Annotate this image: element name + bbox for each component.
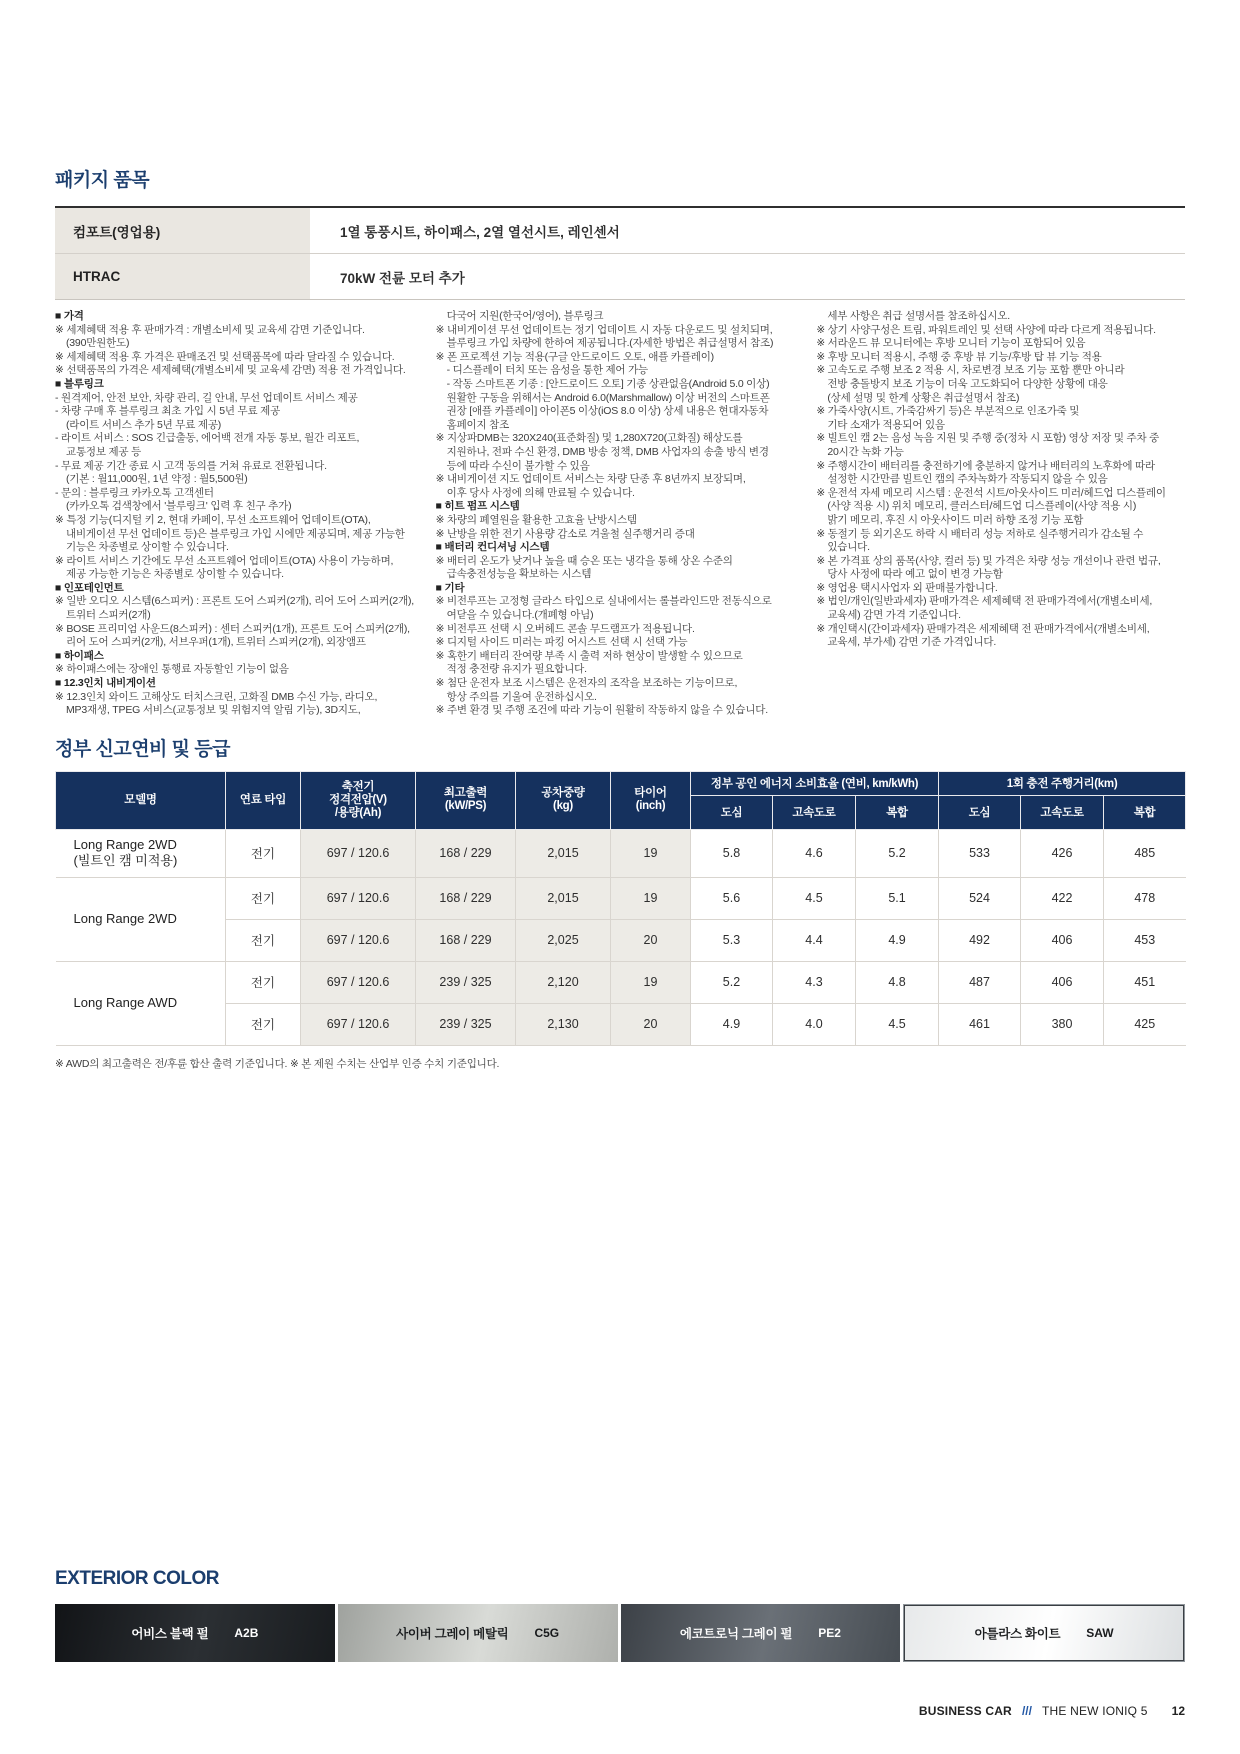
note-line: ■ 기타 [435, 581, 465, 594]
note-line: (라이트 서비스 추가 5년 무료 제공) [66, 418, 222, 431]
package-table [55, 206, 1185, 300]
spec-tire-size: 19 [611, 829, 691, 877]
spec-range-value: 453 [1104, 919, 1186, 961]
spec-efficiency-value: 5.2 [856, 829, 939, 877]
note-line: - 라이트 서비스 : SOS 긴급출동, 에어백 전개 자동 통보, 월간 리포트, [55, 432, 360, 445]
package-row-label: 컴포트(영업용) [55, 208, 310, 253]
note-line: 제공 가능한 기능은 차종별로 상이할 수 있습니다. [66, 568, 284, 581]
spec-efficiency-value: 4.0 [773, 1003, 856, 1045]
spec-section-title: 정부 신고연비 및 등급 [55, 738, 231, 760]
spec-header-battery: 축전기 정격전압(V) /용량(Ah) [301, 771, 416, 829]
note-line: ※ 후방 모니터 적용시, 주행 중 후방 뷰 기능/후방 탑 뷰 기능 적용 [816, 350, 1102, 363]
spec-range-value: 380 [1021, 1003, 1104, 1045]
note-line: 교통정보 제공 등 [66, 445, 142, 458]
spec-model-name [56, 829, 226, 877]
note-line: 교육세) 감면 가격 기준입니다. [827, 609, 961, 622]
note-line: 기능은 차종별로 상이할 수 있습니다. [66, 541, 229, 554]
spec-range-value: 426 [1021, 829, 1104, 877]
spec-header-tire: 타이어 (inch) [611, 771, 691, 829]
note-line: ※ 영업용 택시사업자 외 판매불가합니다. [816, 581, 998, 594]
note-line: ※ 하이패스에는 장애인 통행료 자동할인 기능이 없음 [55, 663, 289, 676]
note-line: ※ 특정 기능(디지털 키 2, 현대 카페이, 무선 소프트웨어 업데이트(OTA), [55, 513, 371, 526]
spec-header-power: 최고출력 (kW/PS) [416, 771, 516, 829]
note-line: - 작동 스마트폰 기종 : [안드로이드 오토] 기종 상관없음(Android 5.0 이상) [446, 377, 770, 390]
package-row [55, 208, 1185, 253]
note-line: ※ 배터리 온도가 낮거나 높을 때 승온 또는 냉각을 통해 상온 수준의 [435, 554, 733, 567]
note-line: ※ 내비게이션 무선 업데이트는 정기 업데이트 시 자동 다운로드 및 설치되며, [435, 323, 773, 336]
note-line: ※ 비전루프 선택 시 오버헤드 콘솔 무드램프가 적용됩니다. [435, 622, 695, 635]
spec-model-name-line: Long Range 2WD [73, 837, 177, 853]
note-line: ※ 법인/개인(일반과세자) 판매가격은 세제혜택 전 판매가격에서(개별소비세, [816, 595, 1153, 608]
spec-table-row [56, 829, 1186, 877]
exterior-color-code: SAW [1086, 1626, 1114, 1640]
footer-brand: BUSINESS CAR [918, 1704, 1012, 1718]
note-line: 적정 충전량 유지가 필요합니다. [446, 663, 587, 676]
note-line: ■ 가격 [55, 310, 84, 322]
spec-fuel-type: 전기 [226, 961, 301, 1003]
note-line: ■ 히트 펌프 시스템 [435, 500, 520, 513]
note-line: ※ 주변 환경 및 주행 조건에 따라 기능이 원활히 작동하지 않을 수 있습니다. [435, 704, 768, 717]
note-line: ※ 폰 프로젝션 기능 적용(구글 안드로이드 오토, 애플 카플레이) [435, 350, 714, 363]
note-line: (390만원한도) [66, 337, 130, 350]
note-line: 등에 따라 수신이 불가할 수 있음 [446, 459, 590, 472]
spec-curb-weight: 2,025 [516, 919, 611, 961]
spec-efficiency-value: 5.8 [691, 829, 773, 877]
package-row-value: 70kW 전륜 모터 추가 [340, 270, 465, 286]
note-line: (기본 : 월11,000원, 1년 약정 : 월5,500원) [66, 473, 248, 486]
note-line: ※ 빌트인 캠 2는 음성 녹음 지원 및 주행 중(정차 시 포함) 영상 저장 및 주차 중 [816, 432, 1160, 445]
package-row-label: HTRAC [55, 254, 310, 299]
spec-range-value: 422 [1021, 877, 1104, 919]
note-line: 트위터 스피커(2개) [66, 609, 151, 622]
package-row-value: 1열 통풍시트, 하이패스, 2열 열선시트, 레인센서 [340, 224, 620, 240]
spec-model-name-line: Long Range AWD [73, 995, 178, 1011]
spec-tire-size: 20 [611, 1003, 691, 1045]
page-footer [919, 1704, 1185, 1718]
note-line: 20시간 녹화 가능 [827, 445, 904, 458]
spec-fuel-type: 전기 [226, 1003, 301, 1045]
spec-range-value: 524 [939, 877, 1021, 919]
spec-header-range-combined: 복합 [1104, 795, 1186, 829]
note-line: 지원하나, 전파 수신 환경, DMB 방송 정책, DMB 사업자의 송출 방식 변경 [446, 445, 769, 458]
note-line: ※ 혹한기 배터리 잔여량 부족 시 출력 저하 현상이 발생할 수 있으므로 [435, 649, 743, 662]
spec-battery-rating: 697 / 120.6 [301, 919, 416, 961]
note-line: ※ 비전루프는 고정형 글라스 타입으로 실내에서는 롤블라인드만 전동식으로 [435, 595, 772, 608]
spec-curb-weight: 2,130 [516, 1003, 611, 1045]
spec-header-range-city: 도심 [939, 795, 1021, 829]
exterior-color-swatch [903, 1604, 1185, 1662]
spec-model-name-line: (빌트인 캠 미적용) [73, 853, 178, 869]
spec-efficiency-value: 4.5 [773, 877, 856, 919]
spec-efficiency-value: 4.9 [691, 1003, 773, 1045]
note-line: ※ 상기 사양구성은 트림, 파워트레인 및 선택 사양에 따라 다르게 적용됩니다. [816, 323, 1156, 336]
exterior-color-name: 어비스 블랙 펄 [131, 1627, 209, 1641]
spec-range-value: 492 [939, 919, 1021, 961]
note-line: ※ 세제혜택 적용 후 판매가격 : 개별소비세 및 교육세 감면 기준입니다. [55, 323, 365, 336]
spec-max-power: 168 / 229 [416, 919, 516, 961]
note-line: 여닫을 수 있습니다.(개폐형 아님) [446, 609, 594, 622]
note-line: ※ 운전석 자세 메모리 시스템 : 운전석 시트/아웃사이드 미러/헤드업 디스플레이 [816, 486, 1166, 499]
spec-efficiency-value: 5.1 [856, 877, 939, 919]
spec-table-body [56, 829, 1186, 1045]
notes-column-3 [816, 310, 1185, 718]
exterior-color-code: A2B [234, 1626, 259, 1640]
note-line: MP3재생, TPEG 서비스(교통정보 및 위험지역 알림 기능), 3D지도, [66, 704, 361, 717]
spec-header-eff-city: 도심 [691, 795, 773, 829]
spec-tire-size: 20 [611, 919, 691, 961]
note-line: 원활한 구동을 위해서는 Android 6.0(Marshmallow) 이상 버전의 스마트폰 [446, 391, 770, 404]
spec-range-value: 485 [1104, 829, 1186, 877]
note-line: - 원격제어, 안전 보안, 차량 관리, 길 안내, 무선 업데이트 서비스 제공 [55, 391, 358, 404]
note-line: ※ 난방을 위한 전기 사용량 감소로 겨울철 실주행거리 증대 [435, 527, 695, 540]
note-line: ※ 일반 오디오 시스템(6스피커) : 프론트 도어 스피커(2개), 리어 도어 스피커(2개), [55, 595, 415, 608]
note-line: 밝기 메모리, 후진 시 아웃사이드 미러 하향 조정 기능 포함 [827, 513, 1084, 526]
spec-header-range-highway: 고속도로 [1021, 795, 1104, 829]
note-line: 권장 [애플 카플레이] 아이폰5 이상(iOS 8.0 이상) 상세 내용은 현대자동차 [446, 405, 769, 418]
spec-range-value: 487 [939, 961, 1021, 1003]
spec-efficiency-value: 4.8 [856, 961, 939, 1003]
note-line: - 디스플레이 터치 또는 음성을 통한 제어 가능 [446, 364, 648, 377]
spec-header-eff-highway: 고속도로 [773, 795, 856, 829]
spec-curb-weight: 2,120 [516, 961, 611, 1003]
exterior-color-swatch [338, 1604, 618, 1662]
spec-range-value: 406 [1021, 919, 1104, 961]
spec-fuel-type: 전기 [226, 829, 301, 877]
exterior-color-title: EXTERIOR COLOR [55, 1568, 220, 1589]
note-line: ■ 배터리 컨디셔닝 시스템 [435, 541, 550, 554]
note-line: ※ 본 가격표 상의 품목(사양, 컬러 등) 및 가격은 차량 성능 개선이나 관련 법규, [816, 554, 1161, 567]
note-line: ※ BOSE 프리미엄 사운드(8스피커) : 센터 스피커(1개), 프론트 도어 스피커(2개), [55, 622, 410, 635]
note-line: ※ 서라운드 뷰 모니터에는 후방 모니터 기능이 포함되어 있음 [816, 337, 1086, 350]
note-line: 교육세, 부가세) 감면 기준 가격입니다. [827, 636, 997, 649]
note-line: 기타 소재가 적용되어 있음 [827, 418, 945, 431]
spec-range-value: 533 [939, 829, 1021, 877]
note-line: ※ 가죽사양(시트, 가죽감싸기 등)은 부분적으로 인조가죽 및 [816, 405, 1080, 418]
spec-header-eff-combined: 복합 [856, 795, 939, 829]
note-line: 세부 사항은 취급 설명서를 참조하십시오. [827, 310, 1010, 322]
note-line: ■ 블루링크 [55, 377, 104, 390]
spec-table-row [56, 1003, 1186, 1045]
exterior-color-name: 아틀라스 화이트 [974, 1627, 1061, 1641]
spec-curb-weight: 2,015 [516, 829, 611, 877]
spec-efficiency-value: 5.6 [691, 877, 773, 919]
note-line: ※ 선택품목의 가격은 세제혜택(개별소비세 및 교육세 감면) 적용 전 가격입니다. [55, 364, 406, 377]
exterior-color-name: 사이버 그레이 메탈릭 [396, 1627, 509, 1641]
spec-model-name [56, 961, 226, 1045]
note-line: 급속충전성능을 확보하는 시스템 [446, 568, 592, 581]
note-line: ※ 개인택시(간이과세자) 판매가격은 세제혜택 전 판매가격에서(개별소비세, [816, 622, 1150, 635]
fine-print-notes [55, 310, 1185, 718]
note-line: 전방 충돌방지 보조 기능이 더욱 고도화되어 다양한 상황에 대응 [827, 377, 1108, 390]
spec-header-efficiency-group: 정부 공인 에너지 소비효율 (연비, km/kWh) [691, 771, 939, 795]
spec-efficiency-value: 5.2 [691, 961, 773, 1003]
spec-efficiency-value: 5.3 [691, 919, 773, 961]
spec-curb-weight: 2,015 [516, 877, 611, 919]
note-line: 리어 도어 스피커(2개), 서브우퍼(1개), 트위터 스피커(2개), 외장앰프 [66, 636, 366, 649]
note-line: (카카오톡 검색창에서 '블루링크' 입력 후 친구 추가) [66, 500, 292, 513]
note-line: 당사 사정에 따라 예고 없이 변경 가능함 [827, 568, 1003, 581]
note-line: 홈페이지 참조 [446, 418, 510, 431]
spec-battery-rating: 697 / 120.6 [301, 829, 416, 877]
note-line: ※ 세제혜택 적용 후 가격은 판매조건 및 선택품목에 따라 달라질 수 있습니다. [55, 350, 395, 363]
spec-efficiency-value: 4.3 [773, 961, 856, 1003]
note-line: ※ 내비게이션 지도 업데이트 서비스는 차량 단종 후 8년까지 보장되며, [435, 473, 746, 486]
note-line: ※ 고속도로 주행 보조 2 적용 시, 차로변경 보조 기능 포함 뿐만 아니라 [816, 364, 1125, 377]
note-line: ※ 차량의 폐열원을 활용한 고효율 난방시스템 [435, 513, 637, 526]
footer-divider-slashes: /// [1021, 1704, 1032, 1718]
spec-tire-size: 19 [611, 877, 691, 919]
spec-model-name [56, 877, 226, 961]
note-line: (사양 적용 시) 위치 메모리, 클러스터/헤드업 디스플레이(사양 적용 시) [827, 500, 1137, 513]
spec-table-row [56, 961, 1186, 1003]
spec-max-power: 168 / 229 [416, 877, 516, 919]
spec-range-value: 451 [1104, 961, 1186, 1003]
spec-tire-size: 19 [611, 961, 691, 1003]
spec-table [55, 771, 1186, 1046]
spec-efficiency-value: 4.9 [856, 919, 939, 961]
note-line: - 무료 제공 기간 종료 시 고객 동의를 거쳐 유료로 전환됩니다. [55, 459, 327, 472]
note-line: ※ 12.3인치 와이드 고해상도 터치스크린, 고화질 DMB 수신 가능, 라디오, [55, 690, 378, 703]
spec-range-value: 425 [1104, 1003, 1186, 1045]
spec-header-group-row [56, 771, 1186, 795]
spec-header-weight: 공차중량 (kg) [516, 771, 611, 829]
exterior-color-name: 에코트로닉 그레이 펄 [679, 1627, 793, 1641]
spec-battery-rating: 697 / 120.6 [301, 877, 416, 919]
note-line: 블루링크 가입 차량에 한하여 제공됩니다.(자세한 방법은 취급설명서 참조) [446, 337, 774, 350]
spec-efficiency-value: 4.6 [773, 829, 856, 877]
spec-range-value: 478 [1104, 877, 1186, 919]
spec-battery-rating: 697 / 120.6 [301, 961, 416, 1003]
spec-efficiency-value: 4.5 [856, 1003, 939, 1045]
spec-fuel-type: 전기 [226, 919, 301, 961]
spec-table-row [56, 919, 1186, 961]
note-line: - 문의 : 블루링크 카카오톡 고객센터 [55, 486, 214, 499]
footer-model-name: THE NEW IONIQ 5 [1041, 1704, 1148, 1718]
notes-column-1 [55, 310, 424, 718]
exterior-color-swatch [621, 1604, 901, 1662]
spec-header-fuel: 연료 타입 [226, 771, 301, 829]
note-line: (상세 설명 및 한계 상황은 취급설명서 참조) [827, 391, 1020, 404]
note-line: ※ 주행시간이 배터리를 충전하기에 충분하지 않거나 배터리의 노후화에 따라 [816, 459, 1155, 472]
footer-page-number: 12 [1171, 1704, 1185, 1718]
note-line: 설정한 시간만큼 빌트인 캠의 주차녹화가 작동되지 않을 수 있음 [827, 473, 1108, 486]
spec-battery-rating: 697 / 120.6 [301, 1003, 416, 1045]
note-line: 있습니다. [827, 541, 870, 554]
notes-column-2 [436, 310, 805, 718]
note-line: ※ 동절기 등 외기온도 하락 시 배터리 성능 저하로 실주행거리가 감소될 수 [816, 527, 1144, 540]
exterior-color-code: C5G [534, 1626, 560, 1640]
package-section-title: 패키지 품목 [55, 170, 150, 191]
note-line: ※ 라이트 서비스 기간에도 무선 소프트웨어 업데이트(OTA) 사용이 가능하며, [55, 554, 394, 567]
spec-model-name-line: Long Range 2WD [73, 911, 177, 927]
exterior-color-section [55, 1568, 1185, 1662]
spec-footnote: ※ AWD의 최고출력은 전/후륜 합산 출력 기준입니다. ※ 본 제원 수치는 산업부 인증 수치 기준입니다. [55, 1057, 500, 1070]
note-line: 항상 주의를 기울여 운전하십시오. [446, 690, 597, 703]
note-line: 내비게이션 무선 업데이트 등)은 블루링크 가입 시에만 제공되며, 제공 가능한 [66, 527, 405, 540]
exterior-color-code: PE2 [818, 1626, 841, 1640]
exterior-color-swatch [55, 1604, 335, 1662]
note-line: ※ 지상파DMB는 320X240(표준화질) 및 1,280X720(고화질) 해상도를 [435, 432, 743, 445]
spec-header-range-group: 1회 충전 주행거리(km) [939, 771, 1186, 795]
spec-range-value: 406 [1021, 961, 1104, 1003]
spec-max-power: 239 / 325 [416, 961, 516, 1003]
note-line: 이후 당사 사정에 의해 만료될 수 있습니다. [446, 486, 635, 499]
package-row [55, 253, 1185, 299]
note-line: 다국어 지원(한국어/영어), 블루링크 [446, 310, 604, 322]
note-line: ※ 디지털 사이드 미러는 파킹 어시스트 선택 시 선택 가능 [435, 636, 688, 649]
spec-header-model: 모델명 [56, 771, 226, 829]
exterior-swatch-row [55, 1604, 1185, 1662]
spec-max-power: 239 / 325 [416, 1003, 516, 1045]
note-line: ※ 첨단 운전자 보조 시스템은 운전자의 조작을 보조하는 기능이므로, [435, 677, 738, 690]
spec-max-power: 168 / 229 [416, 829, 516, 877]
spec-table-row [56, 877, 1186, 919]
spec-efficiency-value: 4.4 [773, 919, 856, 961]
note-line: - 차량 구매 후 블루링크 최초 가입 시 5년 무료 제공 [55, 405, 281, 418]
note-line: ■ 인포테인먼트 [55, 581, 124, 594]
spec-range-value: 461 [939, 1003, 1021, 1045]
note-line: ■ 하이패스 [55, 649, 104, 662]
spec-fuel-type: 전기 [226, 877, 301, 919]
note-line: ■ 12.3인치 내비게이션 [55, 677, 156, 690]
